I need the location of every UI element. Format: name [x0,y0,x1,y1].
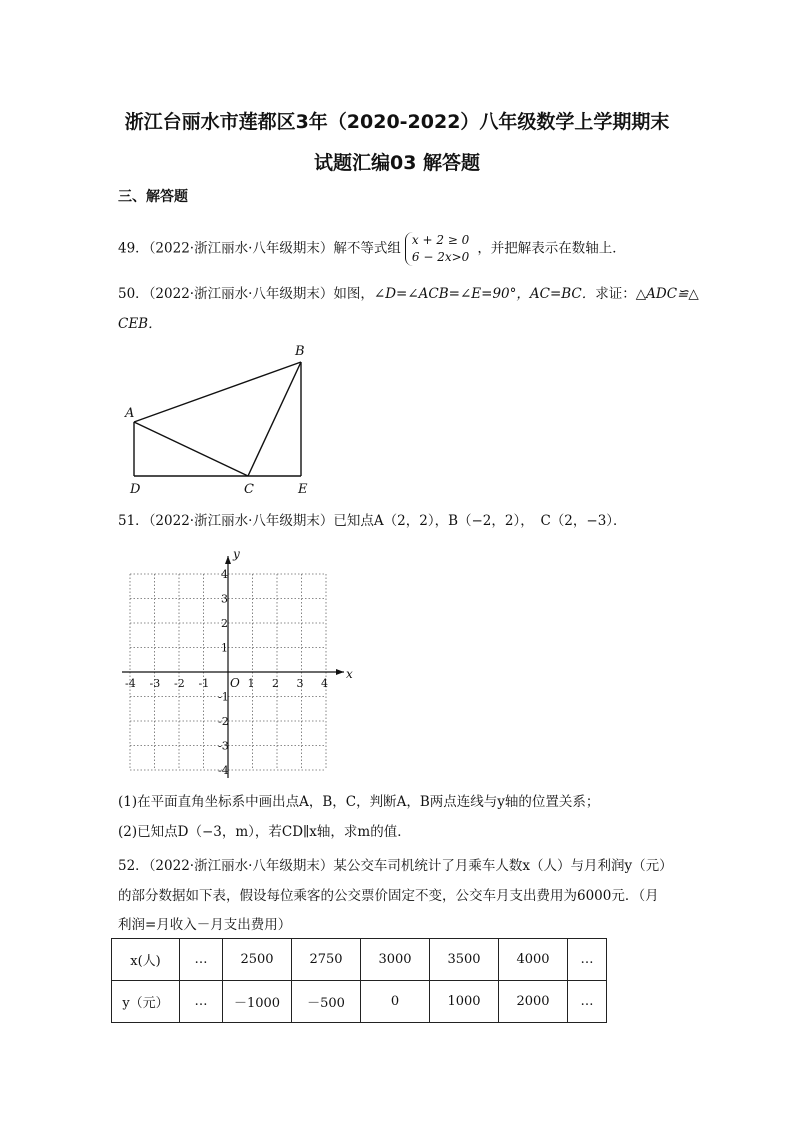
document-title-line1: 浙江台丽水市莲都区3年（2020-2022）八年级数学上学期期末 [124,111,670,133]
coordinate-grid [116,538,356,778]
y-tick-label: -3 [218,739,229,753]
q50-condition: ∠D=∠ACB=∠E=90°，AC=BC． [373,286,596,302]
q50-goal-a: △ADC≌△ [635,286,699,302]
table-cell: 4000 [499,939,568,981]
q52-line2: 的部分数据如下表，假设每位乘客的公交票价固定不变，公交车月支出费用为6000元．（月 [118,888,659,904]
q52-line1: 某公交车司机统计了月乘车人数x（人）与月利润y（元） [333,858,673,874]
table-cell: －1000 [223,981,292,1023]
table-row [112,939,607,981]
table-cell: … [568,939,607,981]
table-cell: 2000 [499,981,568,1023]
inequality-2: 6 − 2x>0 [411,250,470,264]
label-E: E [298,482,308,497]
table-cell: 2500 [223,939,292,981]
y-axis-arrow [225,556,231,564]
y-tick-label: 2 [221,617,228,630]
table-cell: 0 [361,981,430,1023]
table-cell: 3500 [430,939,499,981]
x-axis-arrow [336,669,344,675]
table-row [112,981,607,1023]
x-axis-label: x [346,667,353,681]
q52-source: （2022·浙江丽水·八年级期末） [148,858,334,874]
x-tick-label: 2 [272,677,279,690]
x-tick-label: -3 [149,677,161,690]
table-cell: y（元） [112,981,180,1023]
q51-source: （2022·浙江丽水·八年级期末） [148,513,334,529]
table-cell: … [180,981,223,1023]
inequality-system [405,232,473,266]
table-cell: 2750 [292,939,361,981]
q50-number: 50． [118,286,149,302]
q51-number: 51． [118,513,149,529]
x-tick-label: -2 [174,677,185,690]
question-51 [118,509,627,529]
y-tick-label: -1 [218,690,229,704]
label-A: A [125,406,135,421]
label-C: C [244,482,254,497]
q49-text-a: 解不等式组 [333,240,401,257]
x-tick-label: -1 [198,677,210,690]
question-49 [118,232,626,266]
data-table [111,938,607,1023]
segment-BC [248,362,301,476]
y-tick-label: -2 [218,715,229,728]
q49-source: （2022·浙江丽水·八年级期末） [148,240,334,257]
q52-number: 52． [118,858,149,874]
q50-source: （2022·浙江丽水·八年级期末） [148,286,334,302]
segment-AB [134,362,301,422]
table-cell: 3000 [361,939,430,981]
x-tick-label: 3 [296,677,304,690]
y-tick-label: 1 [221,641,228,655]
y-tick-label: 4 [221,568,228,581]
table-cell: x(人) [112,939,180,981]
q51-text: 已知点A（2，2），B（−2，2）， C（2，−3）． [333,513,627,529]
table-cell: … [180,939,223,981]
label-B: B [295,344,305,359]
y-tick-label: -4 [218,764,229,777]
x-tick-label: 4 [321,677,328,690]
section-heading: 三、解答题 [118,189,188,205]
q50-goal-b: CEB． [118,316,162,332]
q50-text-b: 求证： [595,286,636,302]
x-tick-label: 1 [247,677,255,690]
y-axis-label: y [233,547,240,561]
origin-label: O [230,676,240,690]
inequality-1: x + 2 ≥ 0 [411,233,470,247]
label-D: D [130,482,141,497]
q50-text-a: 如图， [333,286,374,302]
table-cell: 1000 [430,981,499,1023]
table-cell: －500 [292,981,361,1023]
q49-number: 49． [118,240,149,257]
y-tick-label: 3 [221,592,228,606]
triangle-figure [120,340,320,500]
question-50 [118,282,699,302]
document-title-line2: 试题汇编03 解答题 [313,152,481,174]
table-cell: … [568,981,607,1023]
x-tick-label: -4 [125,677,136,690]
q51-part1: (1)在平面直角坐标系中画出点A，B，C，判断A，B两点连线与y轴的位置关系； [118,794,600,810]
question-52 [118,854,673,874]
segment-AC [134,422,248,476]
q49-text-b: ，并把解表示在数轴上． [477,240,626,257]
q51-part2: (2)已知点D（−3，m），若CD∥x轴，求m的值． [118,824,411,840]
q52-line3: 利润=月收入－月支出费用） [118,917,292,933]
